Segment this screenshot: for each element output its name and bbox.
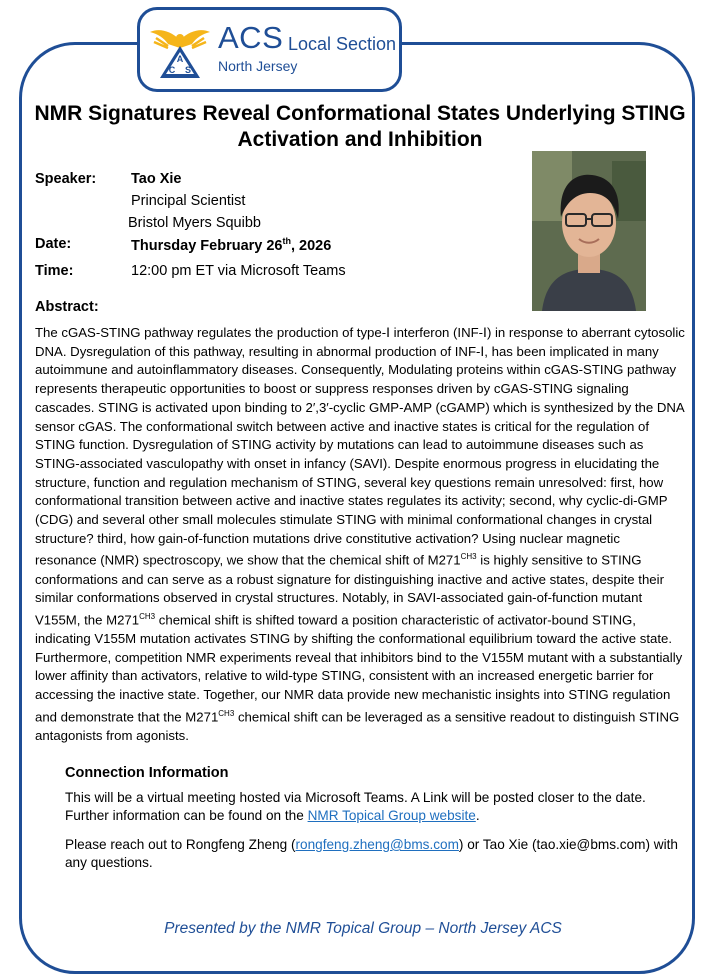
contact-text-end: ) or Tao Xie (tao.xie@bms.com) with any questions. [65,837,678,870]
abstract-heading: Abstract: [35,299,99,315]
speaker-label: Speaker: [35,171,97,187]
date-value-year: , 2026 [291,237,332,254]
time-label: Time: [35,263,74,279]
connection-text [65,789,680,825]
footer-text: Presented by the NMR Topical Group – North Jersey ACS [164,920,562,937]
date-label: Date: [35,236,72,252]
logo-local-section-text: Local Section [288,34,397,54]
superscript-ch3: CH3 [460,552,477,562]
superscript-ch3: CH3 [139,611,156,621]
date-value [131,236,331,254]
abstract-text-2: is highly sensitive to STING conformations and can serve as a robust signature for distinguishing inactive and active states, despite their similar conformations observed in crystal structures. Notably, in SAVI-associated gain-of-function mutant V155M, the M271 [35,552,664,628]
time-value: 12:00 pm ET via Microsoft Teams [131,263,346,279]
speaker-role: Principal Scientist [131,193,246,209]
abstract-text-3: chemical shift is shifted toward a position characteristic of activator-bound STING, indicating V155M mutation activates STING by shifting the conformational equilibrium toward the active state. Furthermore, competition NMR experiments reveal that inhibitors bind to the V155M mutant with a substantially lower affinity than activators, relative to wild-type STING, consistent with an increased energetic barrier for accessing the inactive state. Together, our NMR data provide new mechanistic insights into STING regulation and demonstrate that the M271 [35,612,683,725]
speaker-name: Tao Xie [131,171,182,187]
date-ordinal: th [282,236,291,246]
emblem-letter-s: S [184,65,192,75]
logo-north-jersey-text: North Jersey [218,58,298,74]
emblem-letter-a: A [176,54,184,64]
email-link-rongfeng[interactable]: rongfeng.zheng@bms.com [295,837,459,852]
connection-heading: Connection Information [65,765,229,781]
speaker-photo [532,151,646,311]
connection-text-1-end: . [475,808,480,823]
date-value-main: Thursday February 26 [131,237,283,254]
abstract-body [35,324,685,746]
acs-logo [137,7,402,92]
contact-text-start: Please reach out to Rongfeng Zheng ( [65,837,296,852]
page-title: NMR Signatures Reveal Conformational States Underlying STING Activation and Inhibition [34,102,686,151]
logo-acs-text: ACS [218,20,284,55]
connection-text-1: This will be a virtual meeting hosted via Microsoft Teams. A Link will be posted closer to the date. Further information can be found on the [65,790,646,823]
emblem-letter-c: C [168,65,176,75]
acs-eagle-emblem-icon [148,20,212,84]
superscript-ch3: CH3 [218,708,235,718]
abstract-text-4: chemical shift can be leveraged as a sensitive readout to distinguish STING antagonists from agonists. [35,709,680,743]
nmr-topical-group-link[interactable]: NMR Topical Group website [307,808,476,823]
abstract-text-1: The cGAS-STING pathway regulates the production of type-Ⅰ interferon (INF-Ⅰ) in response to aberrant cytosolic DNA. Dysregulation of this pathway, resulting in abnormal production of INF-Ⅰ, has been implicated in many autoimmune and autoinflammatory diseases. Consequently, Modulating proteins within cGAS-STING pathway represents therapeutic opportunities to boost or suppress responses driven by cGAS-STING signaling cascades. STING is activated upon binding to 2′,3′-cyclic GMP-AMP (cGAMP) which is synthesized by the DNA sensor cGAS. The conformational switch between active and inactive states is critical for the regulation of STING function. Dysregulation of STING activity by mutations can lead to autoimmune diseases such as STING-associated vasculopathy with onset in infancy (SAVI). Despite enormous progress in elucidating the structure, function and regulation mechanism of STING, several key questions remain unresolved: first, how conformational transition between active and inactive states regulates its activity; second, why cyclic-di-GMP (CDG) and several other small molecules stimulate STING with minimal conformational changes in crystal structure? third, how gain-of-function mutations drive constitutive activation? Using nuclear magnetic resonance (NMR) spectroscopy, we show that the chemical shift of M271 [35,325,685,568]
contact-text [65,836,680,872]
speaker-portrait-icon [532,151,646,311]
speaker-company: Bristol Myers Squibb [128,215,261,231]
